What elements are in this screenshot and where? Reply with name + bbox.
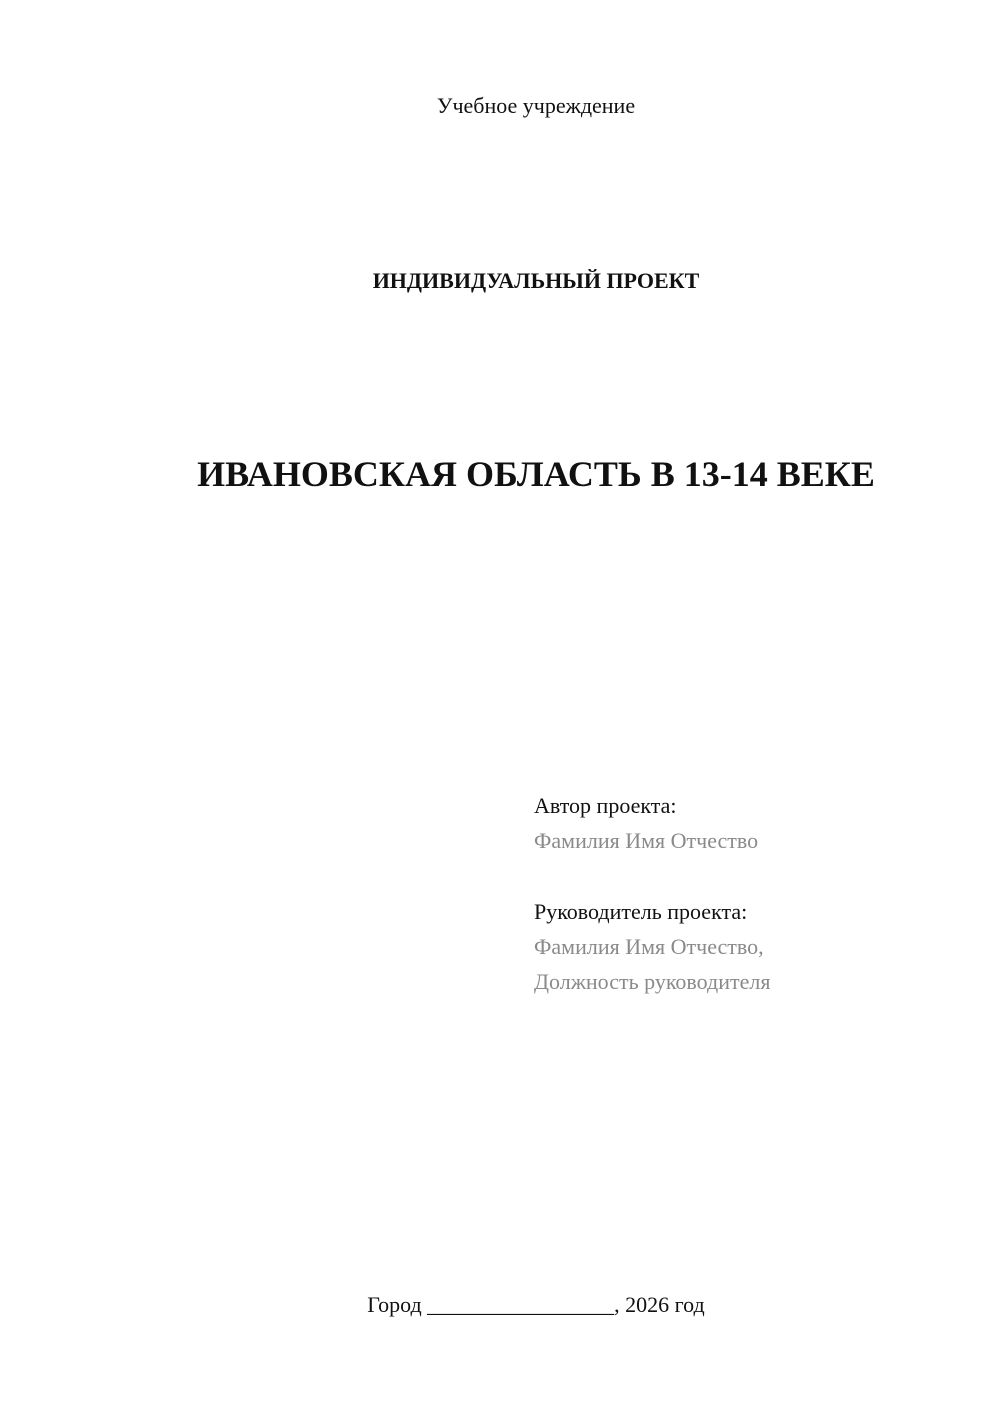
supervisor-name: Фамилия Имя Отчество, — [534, 934, 764, 959]
supervisor-label: Руководитель проекта: — [534, 899, 748, 924]
author-label: Автор проекта: — [534, 793, 677, 818]
supervisor-position: Должность руководителя — [534, 969, 771, 994]
city-year-line: Город _________________, 2026 год — [367, 1292, 705, 1317]
author-name: Фамилия Имя Отчество — [534, 828, 759, 853]
project-credits — [534, 788, 974, 999]
project-type: ИНДИВИДУАЛЬНЫЙ ПРОЕКТ — [372, 268, 700, 293]
document-title: ИВАНОВСКАЯ ОБЛАСТЬ В 13-14 ВЕКЕ — [197, 454, 875, 494]
credits-spacer — [534, 858, 974, 894]
institution-name: Учебное учреждение — [436, 93, 636, 118]
